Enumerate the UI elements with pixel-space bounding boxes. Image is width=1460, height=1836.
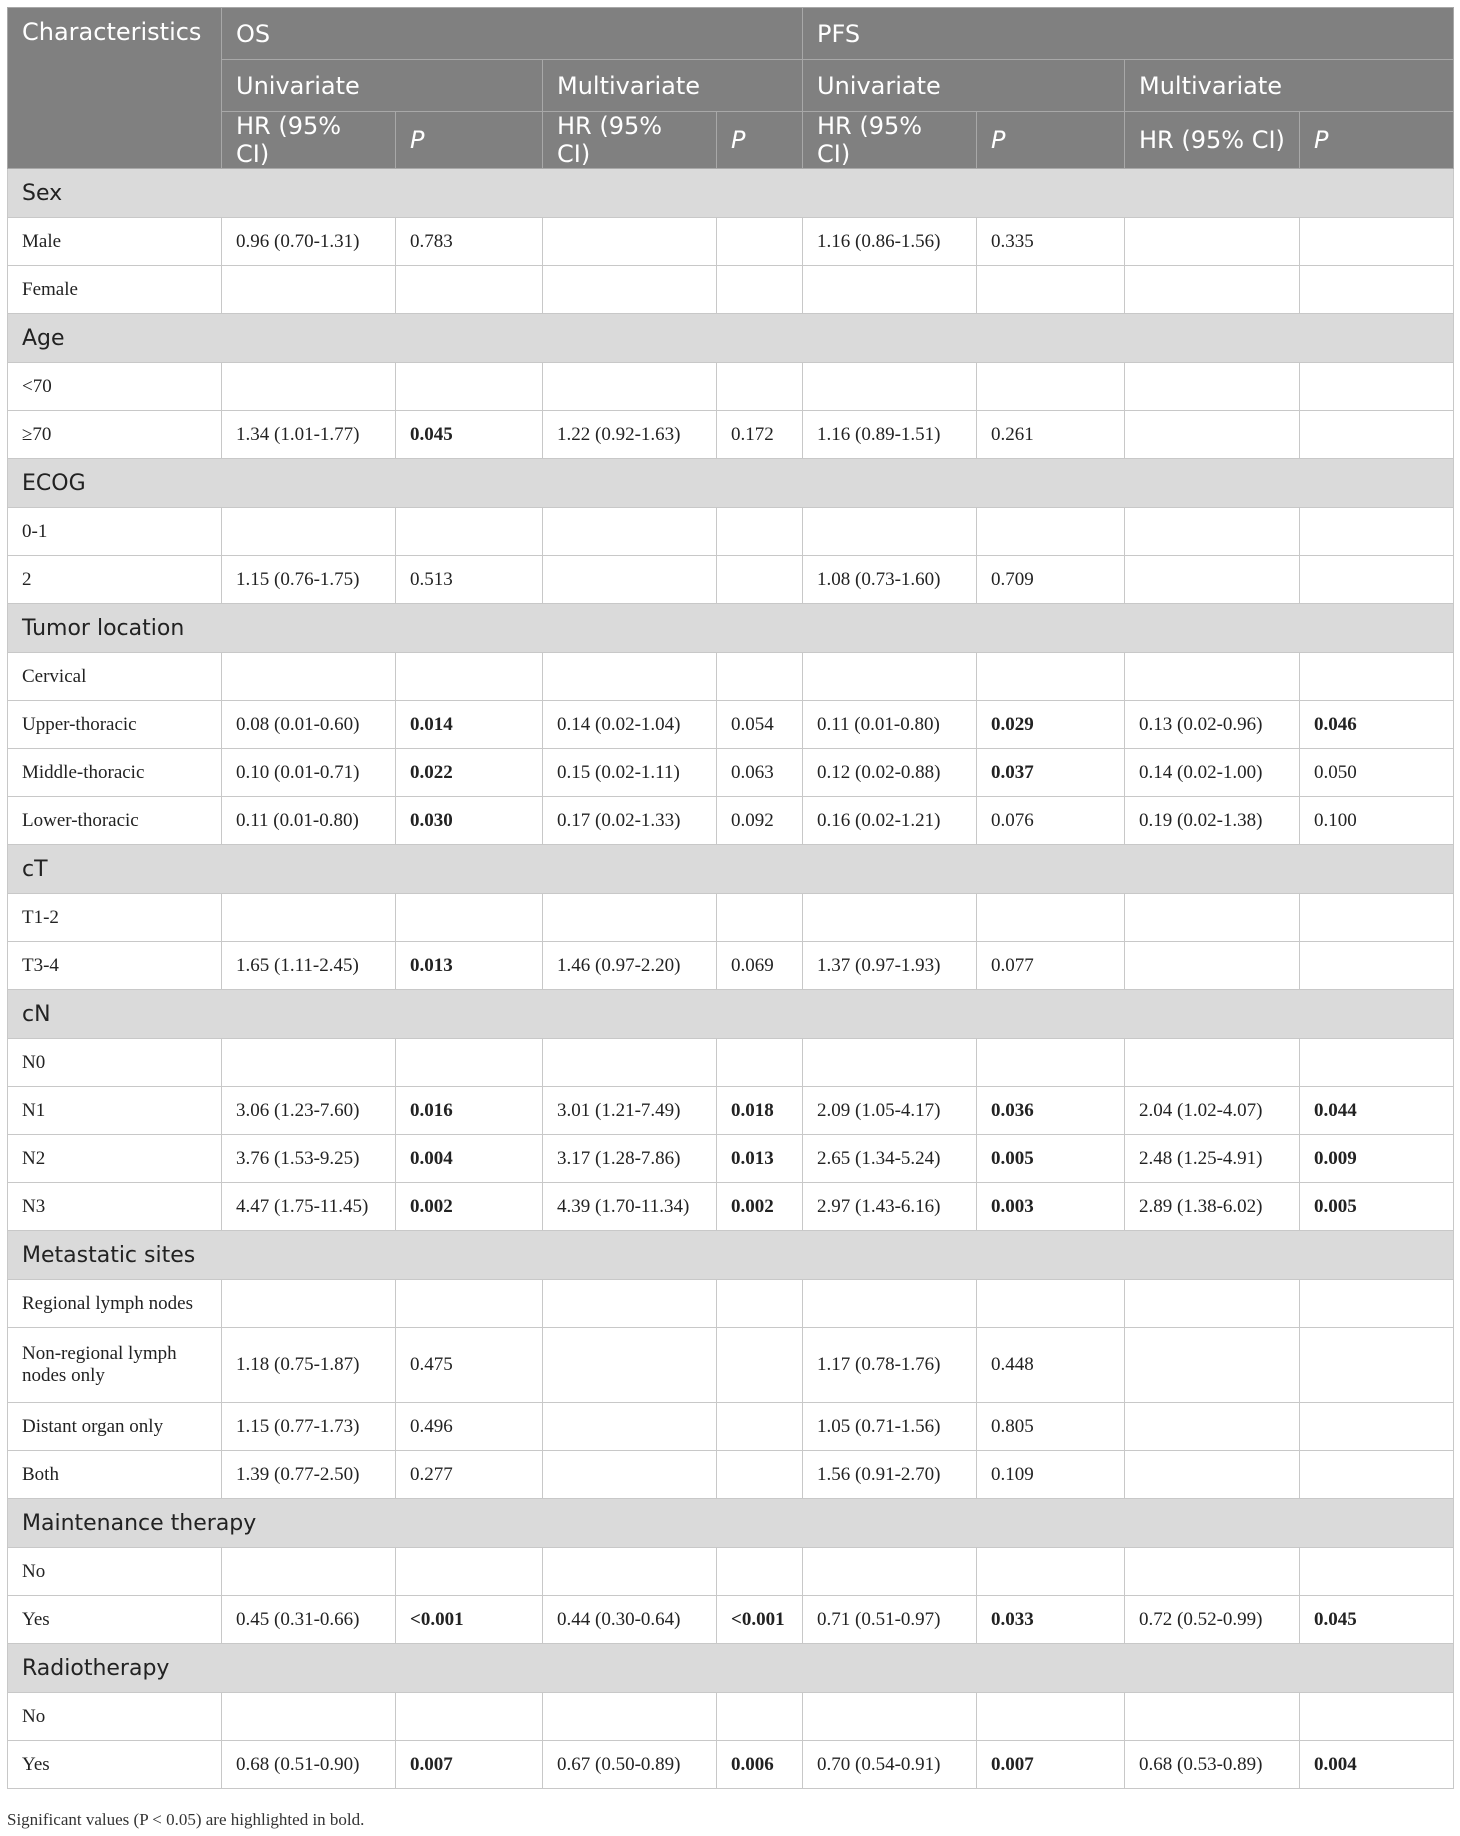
hr-cell xyxy=(803,894,977,942)
section-title: ECOG xyxy=(8,459,1454,508)
hr-cell xyxy=(543,556,717,604)
p-value-cell: 0.054 xyxy=(717,701,803,749)
hr-cell: 0.14 (0.02-1.00) xyxy=(1125,749,1300,797)
hr-cell xyxy=(543,1693,717,1741)
p-value-cell: 0.016 xyxy=(396,1087,543,1135)
p-value-cell: 0.076 xyxy=(977,797,1125,845)
hr-cell: 1.46 (0.97-2.20) xyxy=(543,942,717,990)
header-os-uni-hr: HR (95% CI) xyxy=(222,112,396,169)
hr-cell: 0.14 (0.02-1.04) xyxy=(543,701,717,749)
hr-cell xyxy=(803,508,977,556)
section-title: Maintenance therapy xyxy=(8,1499,1454,1548)
hr-cell xyxy=(803,1693,977,1741)
row-label: Male xyxy=(8,218,222,266)
row-label: <70 xyxy=(8,363,222,411)
header-pfs: PFS xyxy=(803,8,1454,60)
p-value-cell: 0.475 xyxy=(396,1328,543,1403)
p-value-cell xyxy=(1300,942,1454,990)
p-value-cell xyxy=(396,363,543,411)
hr-cell: 0.96 (0.70-1.31) xyxy=(222,218,396,266)
header-characteristics: Characteristics xyxy=(8,8,222,169)
row-label: T1-2 xyxy=(8,894,222,942)
table-row xyxy=(8,701,1454,749)
p-value-cell: 0.007 xyxy=(977,1741,1125,1789)
p-value-cell xyxy=(977,1548,1125,1596)
hr-cell xyxy=(803,1280,977,1328)
table-row xyxy=(8,556,1454,604)
hr-cell xyxy=(1125,1039,1300,1087)
p-value-cell xyxy=(1300,1451,1454,1499)
p-value-cell xyxy=(717,1403,803,1451)
hr-cell xyxy=(1125,218,1300,266)
p-value-cell: 0.022 xyxy=(396,749,543,797)
header-os-multivariate: Multivariate xyxy=(543,60,803,112)
table-row xyxy=(8,218,1454,266)
hr-cell: 0.11 (0.01-0.80) xyxy=(803,701,977,749)
p-value-cell: 0.709 xyxy=(977,556,1125,604)
hr-cell xyxy=(1125,556,1300,604)
p-value-cell xyxy=(1300,1403,1454,1451)
table-container xyxy=(7,7,1453,1789)
hr-cell: 2.65 (1.34-5.24) xyxy=(803,1135,977,1183)
hr-cell: 4.39 (1.70-11.34) xyxy=(543,1183,717,1231)
table-row xyxy=(8,363,1454,411)
hr-cell xyxy=(543,363,717,411)
p-value-cell: 0.030 xyxy=(396,797,543,845)
p-value-cell xyxy=(1300,1693,1454,1741)
p-value-cell xyxy=(977,1693,1125,1741)
p-value-cell: 0.448 xyxy=(977,1328,1125,1403)
table-footnote: Significant values (P < 0.05) are highlighted in bold. xyxy=(7,1810,365,1829)
p-value-cell xyxy=(717,266,803,314)
hr-cell xyxy=(543,1451,717,1499)
p-value-cell xyxy=(396,1280,543,1328)
hr-cell xyxy=(543,1280,717,1328)
section-row xyxy=(8,1231,1454,1280)
hr-cell: 0.17 (0.02-1.33) xyxy=(543,797,717,845)
p-value-cell: 0.014 xyxy=(396,701,543,749)
section-title: cN xyxy=(8,990,1454,1039)
p-value-cell xyxy=(1300,1039,1454,1087)
section-row xyxy=(8,990,1454,1039)
p-value-cell xyxy=(717,1693,803,1741)
hr-cell: 2.09 (1.05-4.17) xyxy=(803,1087,977,1135)
hr-cell: 1.39 (0.77-2.50) xyxy=(222,1451,396,1499)
hr-cell xyxy=(803,363,977,411)
hr-cell xyxy=(803,1039,977,1087)
p-value-cell xyxy=(396,1548,543,1596)
header-pfs-univariate: Univariate xyxy=(803,60,1125,112)
hr-cell xyxy=(222,266,396,314)
p-value-cell: 0.003 xyxy=(977,1183,1125,1231)
p-value-cell xyxy=(396,653,543,701)
hr-cell xyxy=(1125,508,1300,556)
hr-cell xyxy=(543,653,717,701)
table-row xyxy=(8,1741,1454,1789)
p-value-cell xyxy=(717,1451,803,1499)
hr-cell xyxy=(803,266,977,314)
table-row xyxy=(8,1451,1454,1499)
hr-cell: 1.22 (0.92-1.63) xyxy=(543,411,717,459)
hr-cell: 1.65 (1.11-2.45) xyxy=(222,942,396,990)
hr-cell: 0.16 (0.02-1.21) xyxy=(803,797,977,845)
row-label: 0-1 xyxy=(8,508,222,556)
header-pfs-multivariate: Multivariate xyxy=(1125,60,1454,112)
hr-cell: 3.76 (1.53-9.25) xyxy=(222,1135,396,1183)
p-value-cell xyxy=(977,653,1125,701)
p-value-cell: <0.001 xyxy=(396,1596,543,1644)
p-value-cell xyxy=(396,1039,543,1087)
hr-cell xyxy=(1125,894,1300,942)
p-value-cell xyxy=(717,894,803,942)
table-row xyxy=(8,508,1454,556)
hr-cell: 0.19 (0.02-1.38) xyxy=(1125,797,1300,845)
hr-cell: 0.70 (0.54-0.91) xyxy=(803,1741,977,1789)
p-value-cell xyxy=(717,1328,803,1403)
row-label: Yes xyxy=(8,1596,222,1644)
row-label: Both xyxy=(8,1451,222,1499)
row-label: N3 xyxy=(8,1183,222,1231)
table-row xyxy=(8,1548,1454,1596)
hr-cell xyxy=(543,266,717,314)
header-os-uni-p: P xyxy=(396,112,543,169)
p-value-cell: 0.277 xyxy=(396,1451,543,1499)
hr-cell xyxy=(543,508,717,556)
section-title: Tumor location xyxy=(8,604,1454,653)
hr-cell: 0.11 (0.01-0.80) xyxy=(222,797,396,845)
hr-cell: 2.89 (1.38-6.02) xyxy=(1125,1183,1300,1231)
row-label: T3-4 xyxy=(8,942,222,990)
table-row xyxy=(8,942,1454,990)
p-value-cell: 0.100 xyxy=(1300,797,1454,845)
row-label: Cervical xyxy=(8,653,222,701)
hr-cell: 1.15 (0.77-1.73) xyxy=(222,1403,396,1451)
table-row xyxy=(8,1183,1454,1231)
hr-cell: 0.15 (0.02-1.11) xyxy=(543,749,717,797)
row-label: Female xyxy=(8,266,222,314)
p-value-cell xyxy=(1300,218,1454,266)
hr-cell xyxy=(1125,1451,1300,1499)
hr-cell: 0.68 (0.53-0.89) xyxy=(1125,1741,1300,1789)
header-os-multi-hr: HR (95% CI) xyxy=(543,112,717,169)
p-value-cell xyxy=(1300,1328,1454,1403)
hr-cell: 1.37 (0.97-1.93) xyxy=(803,942,977,990)
row-label: Non-regional lymph nodes only xyxy=(8,1328,222,1403)
hr-cell: 4.47 (1.75-11.45) xyxy=(222,1183,396,1231)
hr-cell: 1.56 (0.91-2.70) xyxy=(803,1451,977,1499)
p-value-cell xyxy=(396,1693,543,1741)
section-title: Age xyxy=(8,314,1454,363)
p-value-cell: 0.004 xyxy=(1300,1741,1454,1789)
hr-cell: 0.12 (0.02-0.88) xyxy=(803,749,977,797)
table-row xyxy=(8,1135,1454,1183)
p-value-cell: 0.063 xyxy=(717,749,803,797)
p-value-cell: <0.001 xyxy=(717,1596,803,1644)
p-value-cell: 0.783 xyxy=(396,218,543,266)
row-label: Regional lymph nodes xyxy=(8,1280,222,1328)
hr-cell xyxy=(1125,1403,1300,1451)
p-value-cell: 0.009 xyxy=(1300,1135,1454,1183)
p-value-cell: 0.050 xyxy=(1300,749,1454,797)
hr-cell xyxy=(1125,1548,1300,1596)
table-row xyxy=(8,653,1454,701)
p-value-cell: 0.007 xyxy=(396,1741,543,1789)
section-row xyxy=(8,169,1454,218)
p-value-cell: 0.002 xyxy=(396,1183,543,1231)
row-label: Upper-thoracic xyxy=(8,701,222,749)
hr-cell: 0.10 (0.01-0.71) xyxy=(222,749,396,797)
section-row xyxy=(8,845,1454,894)
p-value-cell: 0.109 xyxy=(977,1451,1125,1499)
table-row xyxy=(8,894,1454,942)
hr-cell xyxy=(222,1039,396,1087)
section-row xyxy=(8,604,1454,653)
hr-cell: 3.06 (1.23-7.60) xyxy=(222,1087,396,1135)
p-value-cell xyxy=(1300,556,1454,604)
p-value-cell xyxy=(1300,411,1454,459)
table-row xyxy=(8,797,1454,845)
row-label: N1 xyxy=(8,1087,222,1135)
p-value-cell: 0.006 xyxy=(717,1741,803,1789)
p-value-cell: 0.045 xyxy=(1300,1596,1454,1644)
hr-cell xyxy=(222,1548,396,1596)
section-row xyxy=(8,459,1454,508)
hr-cell: 0.08 (0.01-0.60) xyxy=(222,701,396,749)
hr-cell: 3.17 (1.28-7.86) xyxy=(543,1135,717,1183)
p-value-cell xyxy=(977,508,1125,556)
table-row xyxy=(8,1596,1454,1644)
hr-cell xyxy=(1125,266,1300,314)
p-value-cell: 0.513 xyxy=(396,556,543,604)
p-value-cell: 0.335 xyxy=(977,218,1125,266)
p-value-cell: 0.029 xyxy=(977,701,1125,749)
p-value-cell xyxy=(1300,508,1454,556)
hr-cell xyxy=(543,1403,717,1451)
hr-cell xyxy=(1125,411,1300,459)
p-value-cell: 0.005 xyxy=(977,1135,1125,1183)
p-value-cell: 0.004 xyxy=(396,1135,543,1183)
hr-cell xyxy=(543,218,717,266)
p-value-cell: 0.036 xyxy=(977,1087,1125,1135)
header-os-univariate: Univariate xyxy=(222,60,543,112)
hr-cell xyxy=(222,508,396,556)
table-row xyxy=(8,1280,1454,1328)
section-title: cT xyxy=(8,845,1454,894)
p-value-cell: 0.092 xyxy=(717,797,803,845)
section-title: Metastatic sites xyxy=(8,1231,1454,1280)
p-value-cell xyxy=(1300,653,1454,701)
hr-cell: 1.16 (0.89-1.51) xyxy=(803,411,977,459)
hr-cell: 1.17 (0.78-1.76) xyxy=(803,1328,977,1403)
table-row xyxy=(8,749,1454,797)
p-value-cell xyxy=(717,218,803,266)
hr-cell: 0.71 (0.51-0.97) xyxy=(803,1596,977,1644)
p-value-cell: 0.005 xyxy=(1300,1183,1454,1231)
p-value-cell xyxy=(977,266,1125,314)
p-value-cell xyxy=(977,894,1125,942)
p-value-cell xyxy=(717,363,803,411)
p-value-cell: 0.037 xyxy=(977,749,1125,797)
table-row xyxy=(8,1403,1454,1451)
header-pfs-multi-p: P xyxy=(1300,112,1454,169)
hr-cell xyxy=(222,363,396,411)
hr-cell xyxy=(222,1280,396,1328)
header-os: OS xyxy=(222,8,803,60)
hr-cell: 1.15 (0.76-1.75) xyxy=(222,556,396,604)
p-value-cell xyxy=(396,266,543,314)
hazard-ratio-table xyxy=(7,7,1454,1789)
p-value-cell xyxy=(396,508,543,556)
row-label: Yes xyxy=(8,1741,222,1789)
row-label: No xyxy=(8,1693,222,1741)
p-value-cell: 0.172 xyxy=(717,411,803,459)
hr-cell: 2.48 (1.25-4.91) xyxy=(1125,1135,1300,1183)
hr-cell: 3.01 (1.21-7.49) xyxy=(543,1087,717,1135)
p-value-cell: 0.013 xyxy=(717,1135,803,1183)
p-value-cell xyxy=(1300,1280,1454,1328)
section-row xyxy=(8,1499,1454,1548)
p-value-cell: 0.077 xyxy=(977,942,1125,990)
table-row xyxy=(8,266,1454,314)
hr-cell: 1.34 (1.01-1.77) xyxy=(222,411,396,459)
p-value-cell xyxy=(1300,894,1454,942)
hr-cell xyxy=(1125,363,1300,411)
hr-cell: 1.18 (0.75-1.87) xyxy=(222,1328,396,1403)
row-label: Middle-thoracic xyxy=(8,749,222,797)
table-row xyxy=(8,1087,1454,1135)
p-value-cell xyxy=(1300,363,1454,411)
hr-cell: 0.13 (0.02-0.96) xyxy=(1125,701,1300,749)
header-os-multi-p: P xyxy=(717,112,803,169)
hr-cell: 0.72 (0.52-0.99) xyxy=(1125,1596,1300,1644)
hr-cell: 0.67 (0.50-0.89) xyxy=(543,1741,717,1789)
hr-cell xyxy=(1125,653,1300,701)
hr-cell xyxy=(803,653,977,701)
p-value-cell: 0.069 xyxy=(717,942,803,990)
p-value-cell: 0.013 xyxy=(396,942,543,990)
p-value-cell xyxy=(717,508,803,556)
p-value-cell: 0.002 xyxy=(717,1183,803,1231)
p-value-cell: 0.018 xyxy=(717,1087,803,1135)
hr-cell xyxy=(1125,1328,1300,1403)
hr-cell xyxy=(222,1693,396,1741)
p-value-cell xyxy=(977,1039,1125,1087)
table-row xyxy=(8,1039,1454,1087)
hr-cell: 1.08 (0.73-1.60) xyxy=(803,556,977,604)
p-value-cell: 0.046 xyxy=(1300,701,1454,749)
hr-cell: 0.68 (0.51-0.90) xyxy=(222,1741,396,1789)
p-value-cell: 0.261 xyxy=(977,411,1125,459)
p-value-cell: 0.045 xyxy=(396,411,543,459)
p-value-cell xyxy=(977,1280,1125,1328)
row-label: No xyxy=(8,1548,222,1596)
hr-cell xyxy=(543,1039,717,1087)
section-title: Sex xyxy=(8,169,1454,218)
row-label: N2 xyxy=(8,1135,222,1183)
p-value-cell xyxy=(1300,266,1454,314)
p-value-cell xyxy=(1300,1548,1454,1596)
hr-cell xyxy=(803,1548,977,1596)
p-value-cell xyxy=(396,894,543,942)
table-row xyxy=(8,1693,1454,1741)
hr-cell xyxy=(1125,1693,1300,1741)
section-row xyxy=(8,314,1454,363)
p-value-cell xyxy=(977,363,1125,411)
p-value-cell: 0.033 xyxy=(977,1596,1125,1644)
hr-cell: 0.45 (0.31-0.66) xyxy=(222,1596,396,1644)
row-label: Distant organ only xyxy=(8,1403,222,1451)
hr-cell: 0.44 (0.30-0.64) xyxy=(543,1596,717,1644)
hr-cell xyxy=(222,653,396,701)
row-label: Lower-thoracic xyxy=(8,797,222,845)
p-value-cell xyxy=(717,556,803,604)
hr-cell: 2.04 (1.02-4.07) xyxy=(1125,1087,1300,1135)
hr-cell xyxy=(1125,1280,1300,1328)
table-header xyxy=(8,8,1454,169)
row-label: N0 xyxy=(8,1039,222,1087)
table-body xyxy=(8,169,1454,1789)
p-value-cell: 0.496 xyxy=(396,1403,543,1451)
hr-cell: 1.16 (0.86-1.56) xyxy=(803,218,977,266)
hr-cell xyxy=(1125,942,1300,990)
p-value-cell xyxy=(717,1548,803,1596)
hr-cell xyxy=(543,1328,717,1403)
hr-cell xyxy=(543,894,717,942)
hr-cell: 1.05 (0.71-1.56) xyxy=(803,1403,977,1451)
header-pfs-uni-hr: HR (95% CI) xyxy=(803,112,977,169)
table-row xyxy=(8,1328,1454,1403)
section-row xyxy=(8,1644,1454,1693)
row-label: ≥70 xyxy=(8,411,222,459)
header-pfs-uni-p: P xyxy=(977,112,1125,169)
p-value-cell: 0.805 xyxy=(977,1403,1125,1451)
row-label: 2 xyxy=(8,556,222,604)
hr-cell xyxy=(543,1548,717,1596)
p-value-cell xyxy=(717,653,803,701)
section-title: Radiotherapy xyxy=(8,1644,1454,1693)
header-pfs-multi-hr: HR (95% CI) xyxy=(1125,112,1300,169)
p-value-cell xyxy=(717,1039,803,1087)
hr-cell xyxy=(222,894,396,942)
table-row xyxy=(8,411,1454,459)
hr-cell: 2.97 (1.43-6.16) xyxy=(803,1183,977,1231)
p-value-cell: 0.044 xyxy=(1300,1087,1454,1135)
p-value-cell xyxy=(717,1280,803,1328)
